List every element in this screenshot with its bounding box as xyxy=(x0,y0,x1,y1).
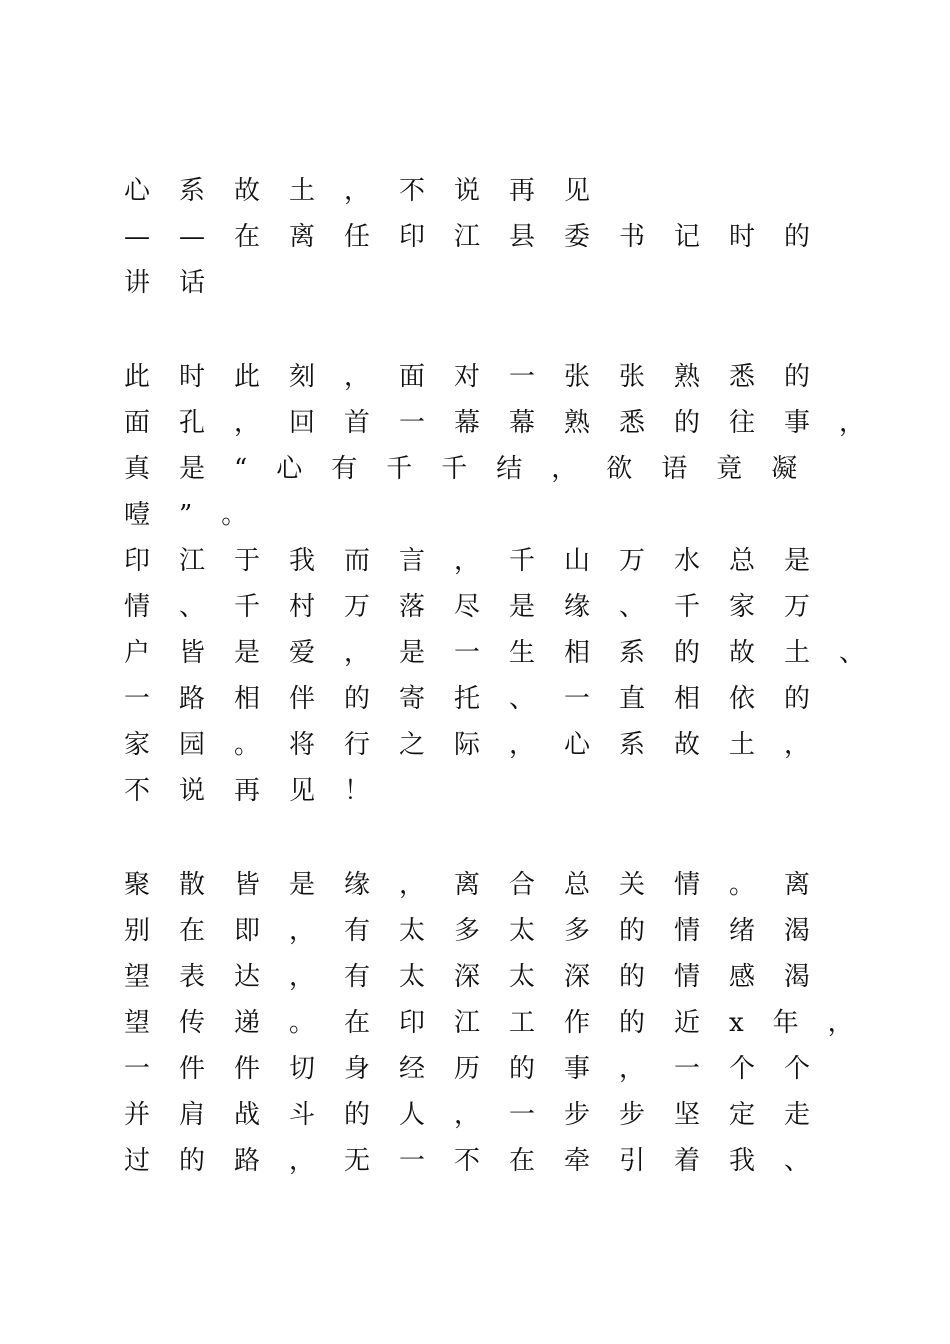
paragraph-2-line: 印江于我而言，千山万水总是 xyxy=(124,546,840,576)
paragraph-3-line: 别在即，有太多太多的情绪渴 xyxy=(124,916,840,946)
paragraph-3-line: 望传递。在印江工作的近x年， xyxy=(124,1008,883,1038)
paragraph-3-line: 望表达，有太深太深的情感渴 xyxy=(124,962,840,992)
paragraph-1-line: 真是“心有千千结，欲语竟凝 xyxy=(124,454,827,484)
paragraph-2-line: 家园。将行之际，心系故土， xyxy=(124,730,840,760)
paragraph-1-line: 面孔，回首一幕幕熟悉的往事， xyxy=(124,408,895,438)
paragraph-2-line: 不说再见！ xyxy=(124,776,400,806)
paragraph-2-line: 户皆是爱，是一生相系的故土、 xyxy=(124,638,895,668)
paragraph-3-line: 聚散皆是缘，离合总关情。离 xyxy=(124,870,840,900)
paragraph-2-line: 情、千村万落尽是缘、千家万 xyxy=(124,592,840,622)
paragraph-1-line: 噎”。 xyxy=(124,500,277,530)
paragraph-3-line: 过的路，无一不在牵引着我、 xyxy=(124,1146,840,1176)
paragraph-2-line: 一路相伴的寄托、一直相依的 xyxy=(124,684,840,714)
title-line-1: 心系故土，不说再见 xyxy=(124,176,620,206)
paragraph-3-line: 一件件切身经历的事，一个个 xyxy=(124,1054,840,1084)
paragraph-1-line: 此时此刻，面对一张张熟悉的 xyxy=(124,362,840,392)
title-line-2: ——在离任印江县委书记时的 xyxy=(124,222,840,252)
paragraph-3-line: 并肩战斗的人，一步步坚定走 xyxy=(124,1100,840,1130)
title-line-3: 讲话 xyxy=(124,268,235,298)
